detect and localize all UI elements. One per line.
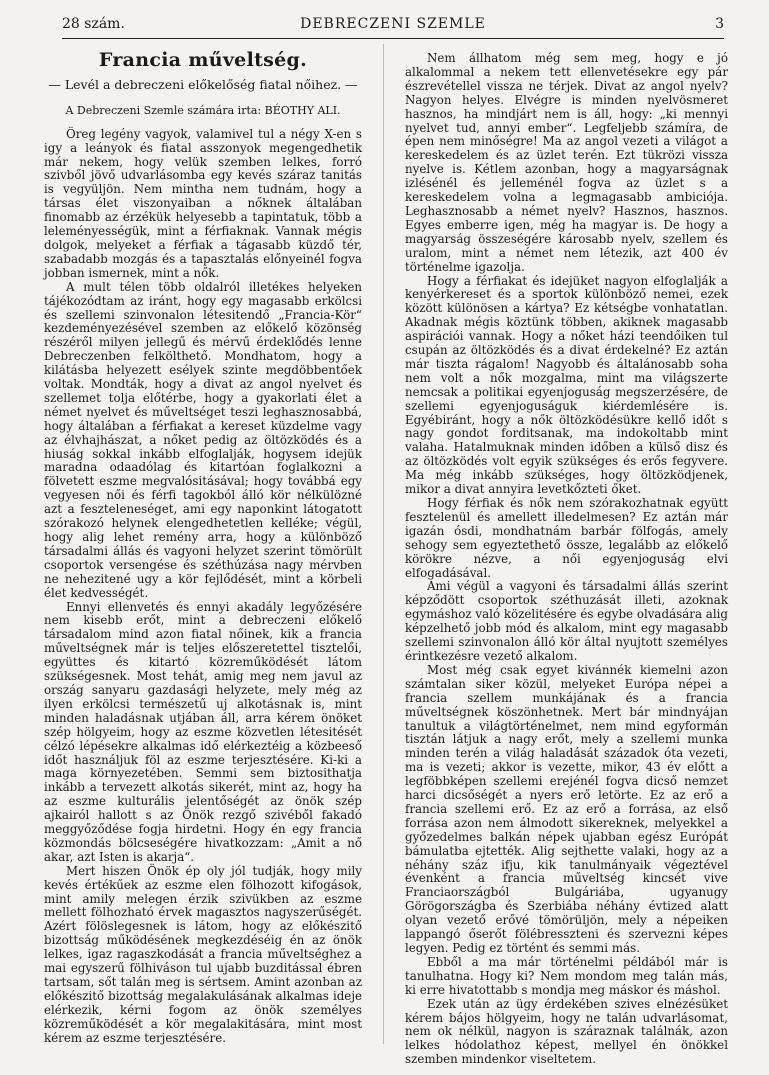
- paragraph: Nem állhatom még sem meg, hogy e jó alkalommal a nekem tett ellenvetésekre egy pár észrevétellel vissza ne térjek. Divat az angol nyelv? Nagyon helyes. Elvégre is minden nyelvösmeret hasznos, ha mindjárt nem is áll, hogy: „ki mennyi nyelvet tud, annyi ember“. Legfeljebb számíra, de épen nem minőségre! Ma az angol vezeti a világot a kereskedelem és az üzlet terén. Ezt tükrözi vissza nyelve is. Kétlem azonban, hogy a magyarságnak izlésénél és jelleménél fogva az üzlet s a kereskedelem volna a legmagasabb ambiciója. Leghasznosabb a német nyelv? Hasznos, hasznos. Egyes emberre igen, még ha magyar is. De hogy a magyarság összeségére károsabb nyelv, szellem és uralom, mint a német nem létezik, azt 400 év történelme igazolja.: [405, 51, 728, 274]
- paragraph: Ebből a ma már történelmi példából már is tanulhatna. Hogy ki? Nem mondom meg talán más, ki erre hivatottabb s mondja meg máskor és máshol.: [405, 954, 728, 997]
- paragraph: Most még csak egyet kivánnék kiemelni azon számtalan siker közül, melyeket Európa népei a francia szellem munkájának és a francia műveltségnek köszönhetnek. Mert bár mindnyájan tanultuk a világtörténelmet, nem mind egyformán tisztán látjuk a nagy erőt, mely a szellemi munka minden terén a világ haladását századok óta vezeti, ma is vezeti; akkor is vezette, mikor, 43 év előtt a legföbbképen szellemi erejénél fogva dicső nemzet harci dicsőségét a nyers erő letörte. Ez az erő a francia szellemi erő. Ez az erő a forrása, az első forrása azon nem álmodott sikereknek, melyekkel a győzedelmes balkán népek ujabban egész Európát bámulatba ejtették. Alig sejthette valaki, hogy az a néhány száz ifju, kik tanulmányaik végeztével évenként a francia műveltség kincsét vive Franciaországból Bulgáriába, ugyanugy Görögországba és Szerbiába néhány évtized alatt olyan vezető erővé tömörüljön, mely a népeiken lappangó őserőt fölébresszteni és szervezni képes legyen. Pedig ez történt és semmi más.: [405, 662, 728, 955]
- article-byline: A Debreczeni Szemle számára irta: BÉOTHY ALI.: [65, 103, 341, 117]
- paragraph: Hogy férfiak és nők nem szórakozhatnak együtt fesztelenül és amellett illedelmesen? Ez aztán már igazán ósdi, mondhatnám barbár fölfogás, amely sehogy sem egyeztethető össze, legalább az előkelő körökre nézve, a női egyenjoguság elvi elfogadásával.: [405, 496, 728, 580]
- right-column: [405, 52, 728, 1067]
- paragraph: Mert hiszen Önök ép oly jól tudják, hogy mily kevés értékűek az eszme elen fölhozott kifogások, mint amily melegen érzik szivükben az eszme mellett fölhozható érvek magasztos nagyszerűségét. Azért fölöslegesnek is látom, hogy az előkészitő bizottság működésének megkezdéséig én az önök lelkes, igaz ragaszkodását a francia műveltséghez a mai egyszerű fölhiváson tul ujabb buzditással ébren tartsam, sőt talán meg is sértsem. Amint azonban az előkészitő bizottság megalakulásának alkalmas ideje elérkezik, kérni fogom az önök személyes közreműködését a kör megalakitására, mint most kérem az eszme terjesztésére.: [44, 863, 362, 1045]
- page-header: [62, 14, 724, 39]
- paragraph: Ezek után az ügy érdekében szives elnézésüket kérem bájos hölgyeim, hogy ne talán udvarlásomat, nem ok nélkül, nagyon is száraznak találnák, azon lelkes hódolathoz képest, mellyel én önökkel szemben mindenkor viseltetem.: [405, 996, 728, 1067]
- paragraph: Ami végül a vagyoni és társadalmi állás szerint képződött csoportok széthuzását illeti, azoknak egymáshoz való közelitésére és egybe olvadására alig képzelhető jobb mód és alkalom, mint egy magasabb szellemi szinvonalon álló kör által nyujtott személyes érintkezésre vezető alkalom.: [405, 579, 728, 663]
- paragraph: Ennyi ellenvetés és ennyi akadály legyőzésére nem kisebb erőt, mint a debreczeni előkelő társadalom mind azon fiatal nőinek, kik a francia műveltségnek már is teljes előszeretettel tisztelői, együttes és kitartó közreműködését látom szükségesnek. Most tehát, amig meg nem javul az ország sanyaru gazdasági helyzete, mely még az ilyen erkölcsi természetű uj alkotásnak is, mint minden haladásnak utjában áll, arra kérem önöket szép hölgyeim, hogy az eszme közvetlen létesitését célzó lépésekre alkalmas idő elérkeztéig a közbeeső időt használjuk föl az eszme terjesztésére. Ki-ki a maga környezetében. Semmi sem biztosithatja inkább a tervezett alkotás sikerét, mint az, hogy ha az eszme kulturális jelentőségét az önök szép ajkairól hallott s az Önök rezgő szivéből fakadó meggyőződése fogja hirdetni. Hogy én egy francia közmondás bölcseségére hivatkozzam: „Amit a nő akar, azt Isten is akarja“.: [44, 599, 362, 864]
- article-subtitle: — Levél a debreczeni előkelőség fiatal nőihez. —: [48, 76, 358, 92]
- left-column: [44, 48, 362, 1046]
- page-number: 3: [715, 16, 724, 32]
- paragraph: Öreg legény vagyok, valamivel tul a négy X-en s igy a leányok és fiatal asszonyok megengedhetik már nekem, hogy velük szemben lelkes, forró szivből jövő udvarlásomba egy kevés száraz tanitás is vegyüljön. Nem mintha nem tudnám, hogy a társas élet viszonyaiban a nőknek általában finomabb az érzékük helyesebb a tapintatuk, több a leleményességük, mint a férfiaknak. Vannak mégis dolgok, melyeket a férfiak a tágasabb küzdő tér, szabadabb mozgás és a tapasztalás előnyeinél fogva jobban ismernek, mint a nők.: [44, 126, 362, 280]
- paragraph: Hogy a férfiakat és idejüket nagyon elfoglalják a kenyérkereset és a sportok különböző nemei, ezek között különösen a kártya? Ez kétségbe vonhatatlan. Akadnak mégis köztünk többen, akiknek magasabb aspirációi vannak. Hogy a nőket házi teendőiken tul csupán az öltözködés és a divat érdekelné? Ez aztán már tiszta rágalom! Nagyobb és általánosabb soha nem volt a nők mozgalma, mint ma világszerte nemcsak a politikai egyenjoguság megszerzésére, de szellemi egyenjoguságuk kiérdemlésére is. Egyébiránt, hogy a nők öltözködésükre kellő időt s nagy gondot forditsanak, ma indokoltabb mint valaha. Hatalmuknak minden időben a külső disz és az öltözködés volt egyik szükséges és erős fegyvere. Ma még inkább szükséges, hogy öltözködjenek, mikor a divat annyira levetkőzteti őket.: [405, 273, 728, 497]
- paragraph: A mult télen több oldalról illetékes helyeken tájékozódtam az iránt, hogy egy magasabb erkölcsi és szellemi szinvonalon létesitendő „Francia-Kör“ kezdeményezésével szemben az előkelő közönség részéről milyen jellegű és mérvű érdeklődés lenne Debreczenben felkölthető. Mondhatom, hogy a kilátásba helyezett esélyek szinte megdöbbentőek voltak. Mondták, hogy a divat az angol nyelvet és szellemet tolja előtérbe, hogy a gyakorlati élet a német nyelvet és műveltséget teszi leghasznosabbá, hogy általában a férfiakat a kereset küzdelme vagy az élvhajhászat, a nőket pedig az öltözködés és a hiuság sokkal inkább elfoglalják, hogysem idejük maradna odaadólag és kitartóan foglalkozni a fölvetett eszme megvalósitásával; hogy továbbá egy vegyesen női és férfi tagokból álló kör nélkülözné azt a feszteleneséget, ami egy naponkint látogatott szórakozó helynek elengedhetetlen kelléke; végül, hogy alig lehet remény arra, hogy a különböző társadalmi állás és vagyoni helyzet szerint tömörült csoportok versengése és széthúzása nagy mérvben ne nehezitené ugy a kör fejlődését, mint a körbeli élet kedvességét.: [44, 279, 362, 600]
- column-divider: [383, 44, 384, 1044]
- article-title: Francia műveltség.: [98, 49, 308, 71]
- journal-title: DEBRECZENI SZEMLE: [300, 16, 486, 32]
- issue-number: 28 szám.: [62, 16, 125, 32]
